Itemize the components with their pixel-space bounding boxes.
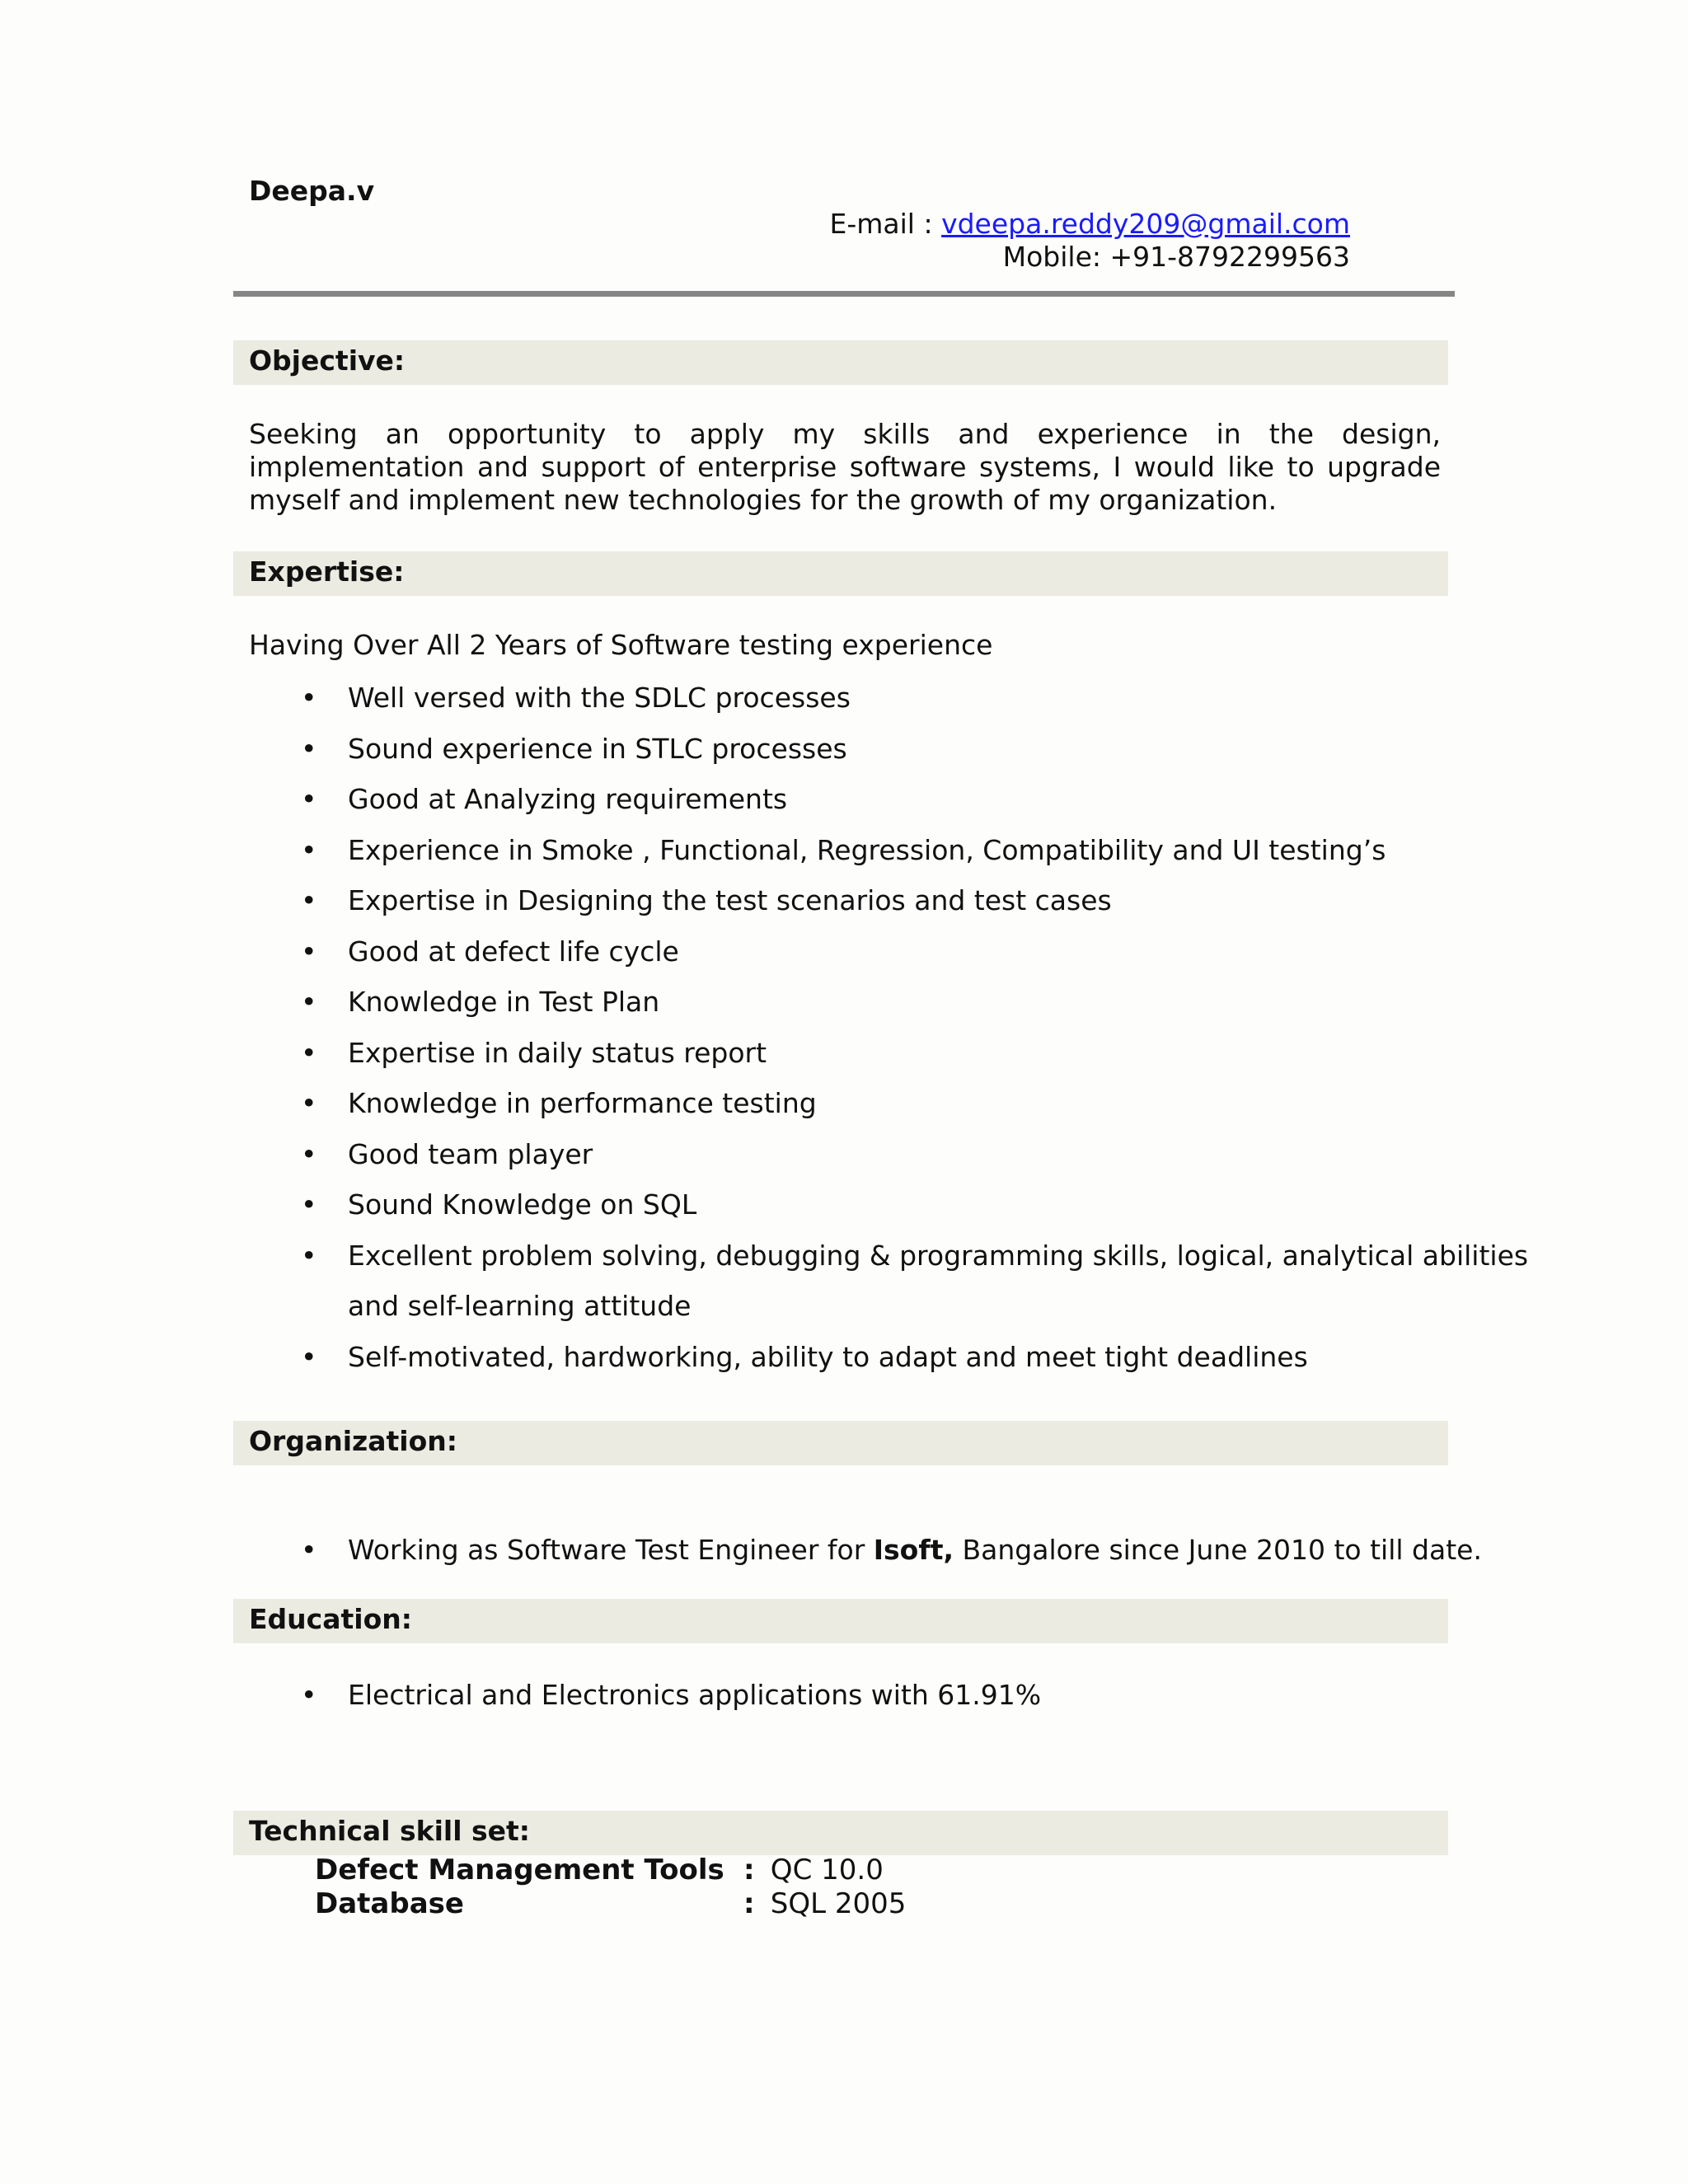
list-item-continuation <box>249 1281 1528 1332</box>
list-item-text: Self-motivated, hardworking, ability to adapt and meet tight deadlines <box>348 1340 1308 1373</box>
skill-value: QC 10.0 <box>762 1854 884 1886</box>
list-item <box>249 1525 1482 1576</box>
bullet-icon: • <box>301 986 317 1018</box>
skill-colon: : <box>743 1887 755 1920</box>
list-item-text: Knowledge in performance testing <box>348 1087 817 1119</box>
list-item-text: Excellent problem solving, debugging & programming skills, logical, analytical abilities <box>348 1239 1529 1272</box>
list-item <box>249 1179 1528 1230</box>
bullet-icon: • <box>301 682 317 714</box>
list-item-text: Knowledge in Test Plan <box>348 986 660 1018</box>
list-item-text: Good at defect life cycle <box>348 935 679 968</box>
technical-heading: Technical skill set: <box>233 1811 1448 1855</box>
list-item-text: Sound experience in STLC processes <box>348 732 847 765</box>
list-item <box>249 673 1528 724</box>
objective-heading: Objective: <box>233 340 1448 385</box>
email-link[interactable]: vdeepa.reddy209@gmail.com <box>941 208 1350 240</box>
skill-value: SQL 2005 <box>762 1887 907 1920</box>
mobile-line: Mobile: +91-8792299563 <box>1002 241 1350 273</box>
bullet-icon: • <box>301 1137 317 1170</box>
email-label: E-mail : <box>829 208 942 240</box>
list-item-text: and self-learning attitude <box>348 1290 692 1322</box>
expertise-intro: Having Over All 2 Years of Software testing experience <box>249 629 993 661</box>
candidate-name: Deepa.v <box>249 175 375 207</box>
bullet-icon: • <box>301 1679 317 1711</box>
expertise-heading: Expertise: <box>233 551 1448 596</box>
skills-row <box>315 1854 906 1887</box>
org-suffix: Bangalore since June 2010 to till date. <box>954 1534 1482 1566</box>
organization-heading: Organization: <box>233 1421 1448 1465</box>
objective-text: Seeking an opportunity to apply my skills and experience in the design, implementation and support of enterprise software systems, I would like to upgrade myself and implement new technologies for the growth of my organization. <box>249 418 1441 516</box>
list-item-text: Good team player <box>348 1137 593 1170</box>
list-item <box>249 1230 1528 1282</box>
list-item <box>249 1670 1041 1721</box>
list-item-text: Expertise in daily status report <box>348 1036 767 1069</box>
list-item-text: Well versed with the SDLC processes <box>348 682 851 714</box>
list-item <box>249 724 1528 775</box>
bullet-icon: • <box>301 833 317 866</box>
list-item <box>249 825 1528 876</box>
organization-list <box>249 1525 1482 1576</box>
list-item-text: Experience in Smoke , Functional, Regression, Compatibility and UI testing’s <box>348 833 1386 866</box>
bullet-icon: • <box>301 1239 317 1272</box>
list-item <box>249 1078 1528 1129</box>
list-item <box>249 977 1528 1028</box>
list-item <box>249 1028 1528 1079</box>
bullet-icon: • <box>301 783 317 815</box>
skill-label: Database <box>315 1887 464 1920</box>
contact-block <box>830 208 1350 274</box>
skill-colon: : <box>743 1854 755 1886</box>
education-list <box>249 1670 1041 1721</box>
list-item <box>249 1332 1528 1383</box>
bullet-icon: • <box>301 1087 317 1119</box>
list-item <box>249 875 1528 926</box>
bullet-icon: • <box>301 884 317 916</box>
expertise-list <box>249 673 1528 1382</box>
bullet-icon: • <box>301 935 317 968</box>
skill-label: Defect Management Tools <box>315 1854 724 1886</box>
list-item-text: Good at Analyzing requirements <box>348 783 788 815</box>
bullet-icon: • <box>301 1036 317 1069</box>
company-name: Isoft, <box>873 1534 954 1566</box>
email-line <box>830 208 1350 241</box>
bullet-icon: • <box>301 1188 317 1221</box>
bullet-icon: • <box>301 1534 317 1566</box>
header-divider <box>233 291 1455 297</box>
bullet-icon: • <box>301 1340 317 1373</box>
bullet-icon: • <box>301 732 317 765</box>
list-item-text: Expertise in Designing the test scenarios and test cases <box>348 884 1112 916</box>
education-heading: Education: <box>233 1599 1448 1643</box>
list-item <box>249 1129 1528 1180</box>
skills-table <box>315 1854 906 1921</box>
list-item <box>249 774 1528 825</box>
org-prefix: Working as Software Test Engineer for <box>348 1534 874 1566</box>
list-item <box>249 926 1528 977</box>
list-item-text: Sound Knowledge on SQL <box>348 1188 697 1221</box>
skills-row <box>315 1887 906 1921</box>
list-item-text: Electrical and Electronics applications with 61.91% <box>348 1679 1042 1711</box>
